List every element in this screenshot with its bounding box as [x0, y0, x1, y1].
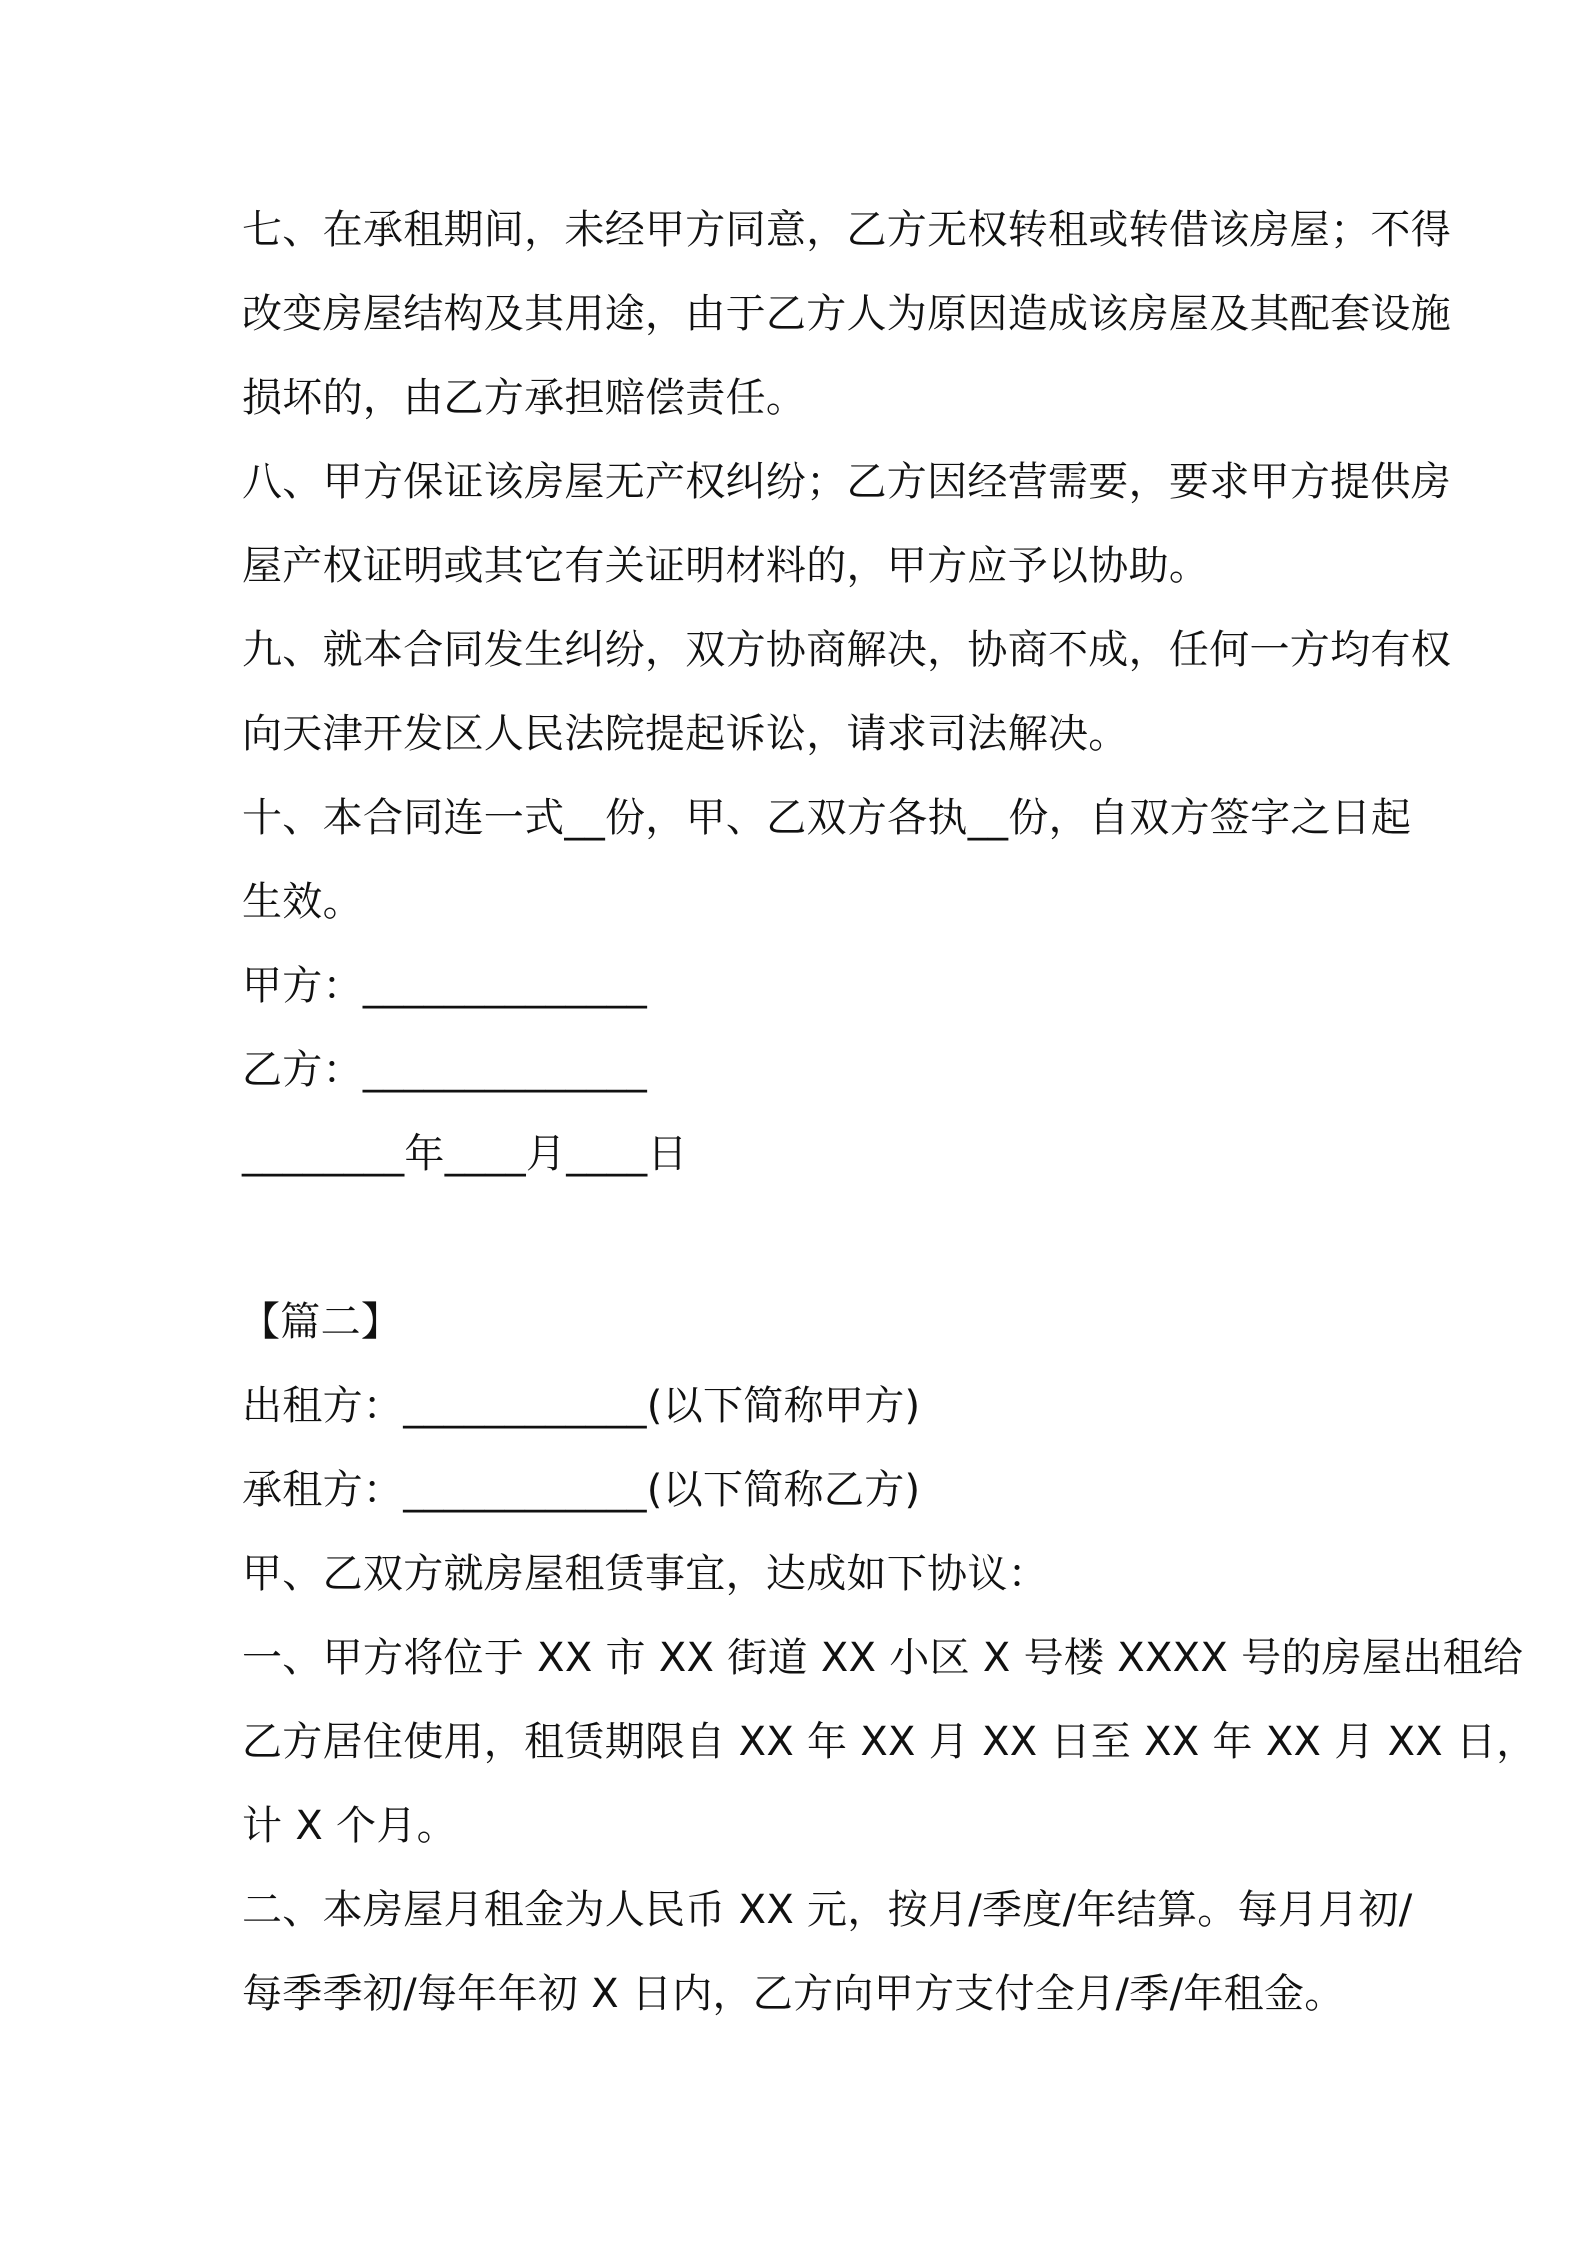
clause-7-line-2: 改变房屋结构及其用途，由于乙方人为原因造成该房屋及其配套设施 — [242, 291, 1451, 337]
clause-7-line-3: 损坏的，由乙方承担赔偿责任。 — [242, 375, 807, 421]
signing-date: ________年____月____日 — [242, 1131, 688, 1177]
clause-10-line-1: 十、本合同连一式__份，甲、乙双方各执__份，自双方签字之日起 — [242, 795, 1412, 841]
clause-9-line-1: 九、就本合同发生纠纷，双方协商解决，协商不成，任何一方均有权 — [242, 627, 1451, 673]
section-heading: 【篇二】 — [240, 1299, 402, 1345]
clause-1-line-3: 计 X 个月。 — [242, 1803, 457, 1849]
party-a-signature: 甲方：______________ — [242, 963, 648, 1009]
lessee-line: 承租方：____________(以下简称乙方) — [242, 1467, 921, 1513]
clause-2-line-2: 每季季初/每年年初 X 日内，乙方向甲方支付全月/季/年租金。 — [242, 1971, 1345, 2017]
agreement-intro: 甲、乙双方就房屋租赁事宜，达成如下协议： — [242, 1551, 1048, 1597]
clause-7-line-1: 七、在承租期间，未经甲方同意，乙方无权转租或转借该房屋；不得 — [242, 207, 1451, 253]
clause-1-line-2: 乙方居住使用，租赁期限自 XX 年 XX 月 XX 日至 XX 年 XX 月 XX 日， — [242, 1719, 1537, 1765]
lessor-line: 出租方：____________(以下简称甲方) — [242, 1383, 921, 1429]
clause-9-line-2: 向天津开发区人民法院提起诉讼，请求司法解决。 — [242, 711, 1129, 757]
clause-2-line-1: 二、本房屋月租金为人民币 XX 元，按月/季度/年结算。每月月初/ — [242, 1887, 1413, 1933]
clause-8-line-2: 屋产权证明或其它有关证明材料的，甲方应予以协助。 — [242, 543, 1210, 589]
party-b-signature: 乙方：______________ — [242, 1047, 648, 1093]
clause-1-line-1: 一、甲方将位于 XX 市 XX 街道 XX 小区 X 号楼 XXXX 号的房屋出租给 — [242, 1635, 1524, 1681]
clause-10-line-2: 生效。 — [242, 879, 363, 925]
clause-8-line-1: 八、甲方保证该房屋无产权纠纷；乙方因经营需要，要求甲方提供房 — [242, 459, 1451, 505]
